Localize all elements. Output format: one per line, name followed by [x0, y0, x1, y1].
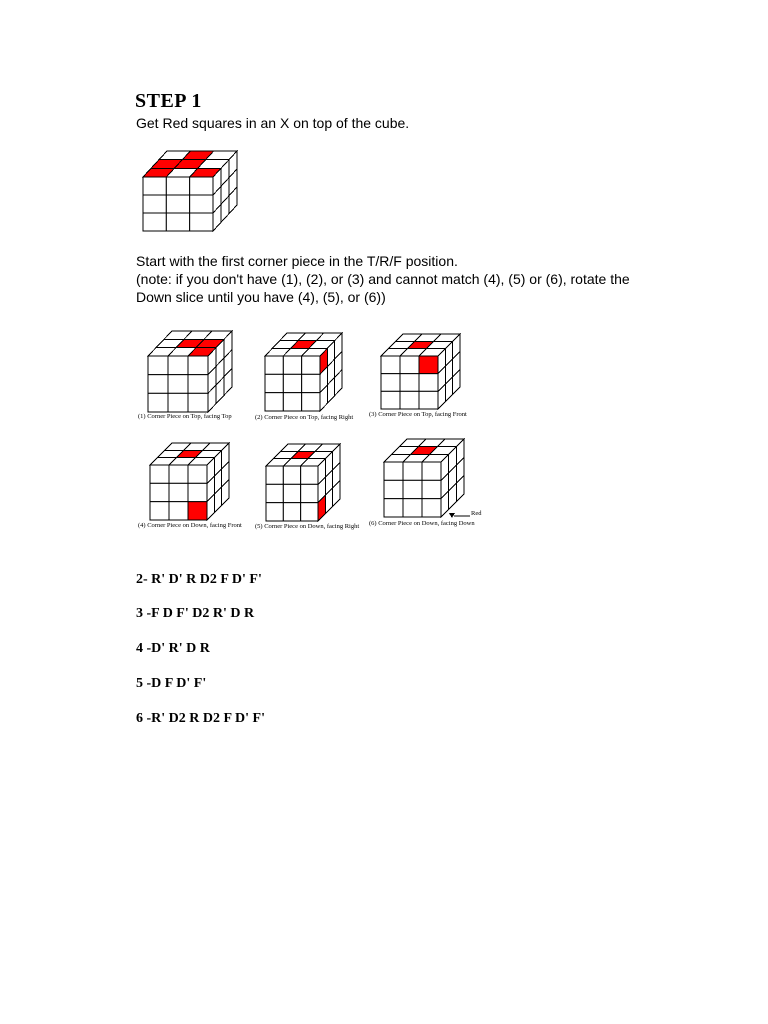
case-caption-3: (3) Corner Piece on Top, facing Front	[369, 411, 467, 418]
case-caption-5: (5) Corner Piece on Down, facing Right	[255, 523, 360, 530]
formula-case-4: 4 -D' R' D R	[136, 641, 210, 656]
instruction-line-1: Start with the first corner piece in the T/R/F position.	[136, 253, 458, 269]
case-caption-4: (4) Corner Piece on Down, facing Front	[138, 522, 242, 529]
formula-case-3: 3 -F D F' D2 R' D R	[136, 606, 255, 621]
red-pointer-label: Red	[471, 510, 482, 517]
case-caption-2: (2) Corner Piece on Top, facing Right	[255, 414, 354, 421]
instruction-line-2: (note: if you don't have (1), (2), or (3) and cannot match (4), (5) or (6), rotate the	[136, 271, 630, 287]
formula-case-6: 6 -R' D2 R D2 F D' F'	[136, 711, 265, 726]
formula-case-5: 5 -D F D' F'	[136, 676, 207, 691]
step-intro: Get Red squares in an X on top of the cube.	[136, 115, 410, 131]
step-heading: STEP 1	[135, 90, 202, 112]
case-caption-1: (1) Corner Piece on Top, facing Top	[138, 413, 232, 420]
formula-case-2: 2- R' D' R D2 F D' F'	[136, 572, 262, 587]
case-caption-6: (6) Corner Piece on Down, facing Down	[369, 520, 475, 527]
instruction-line-3: Down slice until you have (4), (5), or (6))	[136, 289, 386, 305]
